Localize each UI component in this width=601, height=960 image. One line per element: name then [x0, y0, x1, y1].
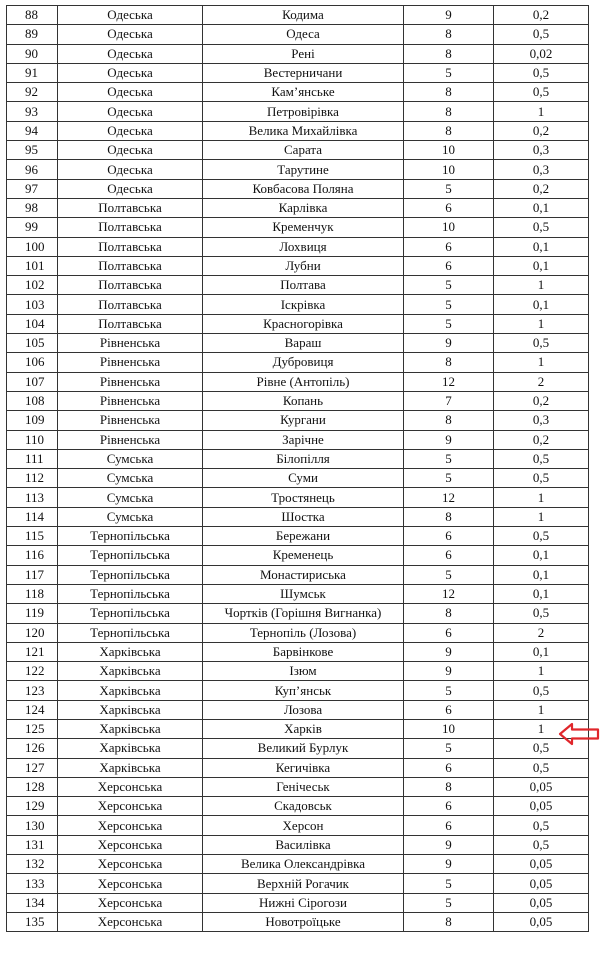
cell-count: 8: [404, 83, 494, 102]
cell-region: Тернопільська: [58, 565, 203, 584]
cell-row-number: 135: [7, 912, 58, 931]
cell-row-number: 117: [7, 565, 58, 584]
cell-count: 8: [404, 411, 494, 430]
cell-row-number: 119: [7, 604, 58, 623]
cell-region: Рівненська: [58, 430, 203, 449]
cell-region: Херсонська: [58, 874, 203, 893]
cell-row-number: 110: [7, 430, 58, 449]
cell-count: 9: [404, 662, 494, 681]
cell-region: Харківська: [58, 642, 203, 661]
cell-region: Полтавська: [58, 256, 203, 275]
table-row: [7, 604, 589, 623]
table-row: [7, 527, 589, 546]
cell-region: Полтавська: [58, 198, 203, 217]
cell-value: 1: [494, 662, 589, 681]
cell-settlement: Велика Михайлівка: [203, 121, 404, 140]
cell-count: 6: [404, 623, 494, 642]
cell-row-number: 94: [7, 121, 58, 140]
cell-settlement: Лохвиця: [203, 237, 404, 256]
cell-region: Херсонська: [58, 816, 203, 835]
table-row: [7, 816, 589, 835]
cell-count: 12: [404, 372, 494, 391]
cell-count: 5: [404, 295, 494, 314]
table-row: [7, 25, 589, 44]
table-row: [7, 334, 589, 353]
cell-row-number: 115: [7, 527, 58, 546]
cell-region: Тернопільська: [58, 546, 203, 565]
table-row: [7, 411, 589, 430]
cell-settlement: Ізюм: [203, 662, 404, 681]
cell-count: 10: [404, 218, 494, 237]
table-row: [7, 546, 589, 565]
cell-region: Рівненська: [58, 391, 203, 410]
cell-value: 0,5: [494, 604, 589, 623]
table-row: [7, 353, 589, 372]
cell-count: 9: [404, 6, 494, 25]
cell-region: Рівненська: [58, 372, 203, 391]
cell-count: 5: [404, 314, 494, 333]
cell-count: 6: [404, 816, 494, 835]
cell-region: Полтавська: [58, 295, 203, 314]
cell-settlement: Карлівка: [203, 198, 404, 217]
cell-count: 9: [404, 334, 494, 353]
table-row: [7, 797, 589, 816]
table-row: [7, 449, 589, 468]
cell-row-number: 122: [7, 662, 58, 681]
cell-region: Рівненська: [58, 353, 203, 372]
cell-value: 0,3: [494, 141, 589, 160]
cell-settlement: Монастириська: [203, 565, 404, 584]
cell-settlement: Дубровиця: [203, 353, 404, 372]
cell-region: Полтавська: [58, 314, 203, 333]
cell-count: 6: [404, 237, 494, 256]
cell-value: 0,5: [494, 469, 589, 488]
cell-value: 2: [494, 623, 589, 642]
cell-count: 5: [404, 469, 494, 488]
cell-row-number: 112: [7, 469, 58, 488]
cell-row-number: 113: [7, 488, 58, 507]
cell-settlement: Кургани: [203, 411, 404, 430]
cell-count: 8: [404, 777, 494, 796]
cell-row-number: 88: [7, 6, 58, 25]
cell-value: 0,05: [494, 874, 589, 893]
cell-count: 5: [404, 565, 494, 584]
cell-count: 8: [404, 604, 494, 623]
cell-value: 0,5: [494, 83, 589, 102]
cell-value: 0,1: [494, 256, 589, 275]
cell-row-number: 127: [7, 758, 58, 777]
cell-settlement: Тростянець: [203, 488, 404, 507]
cell-settlement: Рені: [203, 44, 404, 63]
cell-settlement: Кегичівка: [203, 758, 404, 777]
cell-value: 0,5: [494, 816, 589, 835]
cell-count: 12: [404, 488, 494, 507]
table-row: [7, 102, 589, 121]
table-row: [7, 719, 589, 738]
cell-value: 0,3: [494, 160, 589, 179]
cell-count: 6: [404, 256, 494, 275]
cell-row-number: 133: [7, 874, 58, 893]
cell-count: 9: [404, 430, 494, 449]
cell-value: 0,05: [494, 777, 589, 796]
cell-row-number: 111: [7, 449, 58, 468]
cell-settlement: Тарутине: [203, 160, 404, 179]
cell-region: Херсонська: [58, 912, 203, 931]
cell-row-number: 109: [7, 411, 58, 430]
cell-value: 0,05: [494, 912, 589, 931]
cell-value: 0,2: [494, 430, 589, 449]
cell-region: Харківська: [58, 681, 203, 700]
table-row: [7, 63, 589, 82]
cell-settlement: Кременець: [203, 546, 404, 565]
table-row: [7, 469, 589, 488]
cell-row-number: 129: [7, 797, 58, 816]
cell-row-number: 104: [7, 314, 58, 333]
cell-count: 6: [404, 198, 494, 217]
cell-row-number: 126: [7, 739, 58, 758]
cell-region: Харківська: [58, 662, 203, 681]
cell-count: 5: [404, 449, 494, 468]
cell-settlement: Харків: [203, 719, 404, 738]
cell-row-number: 107: [7, 372, 58, 391]
cell-value: 2: [494, 372, 589, 391]
cell-row-number: 106: [7, 353, 58, 372]
cell-region: Одеська: [58, 102, 203, 121]
cell-row-number: 99: [7, 218, 58, 237]
cell-count: 8: [404, 102, 494, 121]
cell-count: 8: [404, 25, 494, 44]
table-row: [7, 623, 589, 642]
table-row: [7, 565, 589, 584]
cell-count: 7: [404, 391, 494, 410]
cell-value: 0,5: [494, 334, 589, 353]
cell-row-number: 134: [7, 893, 58, 912]
cell-row-number: 114: [7, 507, 58, 526]
cell-settlement: Лозова: [203, 700, 404, 719]
cell-count: 8: [404, 44, 494, 63]
cell-row-number: 118: [7, 584, 58, 603]
cell-settlement: Верхній Рогачик: [203, 874, 404, 893]
cell-count: 5: [404, 739, 494, 758]
cell-row-number: 125: [7, 719, 58, 738]
cell-count: 5: [404, 276, 494, 295]
table-row: [7, 893, 589, 912]
table-row: [7, 758, 589, 777]
cell-value: 0,2: [494, 179, 589, 198]
cell-settlement: Скадовськ: [203, 797, 404, 816]
cell-settlement: Велика Олександрівка: [203, 855, 404, 874]
cell-value: 0,1: [494, 295, 589, 314]
cell-count: 10: [404, 141, 494, 160]
left-arrow-icon: [558, 722, 600, 746]
table-row: [7, 642, 589, 661]
cell-count: 5: [404, 874, 494, 893]
cell-row-number: 121: [7, 642, 58, 661]
cell-count: 8: [404, 507, 494, 526]
cell-region: Рівненська: [58, 411, 203, 430]
cell-settlement: Ковбасова Поляна: [203, 179, 404, 198]
cell-region: Одеська: [58, 121, 203, 140]
table-row: [7, 6, 589, 25]
cell-count: 9: [404, 642, 494, 661]
cell-value: 1: [494, 700, 589, 719]
cell-settlement: Кодима: [203, 6, 404, 25]
cell-settlement: Копань: [203, 391, 404, 410]
cell-settlement: Великий Бурлук: [203, 739, 404, 758]
cell-count: 8: [404, 912, 494, 931]
cell-row-number: 128: [7, 777, 58, 796]
cell-count: 5: [404, 681, 494, 700]
cell-value: 0,5: [494, 218, 589, 237]
cell-value: 0,2: [494, 6, 589, 25]
cell-settlement: Тернопіль (Лозова): [203, 623, 404, 642]
cell-value: 0,5: [494, 758, 589, 777]
cell-value: 0,2: [494, 121, 589, 140]
cell-row-number: 124: [7, 700, 58, 719]
cell-count: 10: [404, 719, 494, 738]
cell-value: 0,5: [494, 681, 589, 700]
cell-region: Тернопільська: [58, 623, 203, 642]
cell-row-number: 105: [7, 334, 58, 353]
cell-value: 0,5: [494, 449, 589, 468]
cell-region: Тернопільська: [58, 584, 203, 603]
table-row: [7, 488, 589, 507]
table-row: [7, 777, 589, 796]
table-row: [7, 237, 589, 256]
table-row: [7, 295, 589, 314]
table-row: [7, 584, 589, 603]
table-row: [7, 256, 589, 275]
cell-row-number: 95: [7, 141, 58, 160]
table-row: [7, 507, 589, 526]
cell-settlement: Лубни: [203, 256, 404, 275]
cell-row-number: 101: [7, 256, 58, 275]
cell-settlement: Петровірівка: [203, 102, 404, 121]
cell-row-number: 116: [7, 546, 58, 565]
table-row: [7, 835, 589, 854]
cell-region: Харківська: [58, 700, 203, 719]
cell-settlement: Генічеськ: [203, 777, 404, 796]
table-row: [7, 739, 589, 758]
cell-row-number: 93: [7, 102, 58, 121]
cell-count: 6: [404, 546, 494, 565]
table-row: [7, 874, 589, 893]
cell-region: Полтавська: [58, 237, 203, 256]
cell-region: Сумська: [58, 469, 203, 488]
cell-region: Одеська: [58, 83, 203, 102]
cell-value: 1: [494, 314, 589, 333]
cell-row-number: 102: [7, 276, 58, 295]
cell-settlement: Кам’янське: [203, 83, 404, 102]
cell-region: Тернопільська: [58, 527, 203, 546]
cell-value: 1: [494, 276, 589, 295]
cell-region: Сумська: [58, 449, 203, 468]
cell-count: 8: [404, 353, 494, 372]
cell-settlement: Нижні Сірогози: [203, 893, 404, 912]
cell-value: 0,5: [494, 63, 589, 82]
cell-settlement: Вестерничани: [203, 63, 404, 82]
cell-value: 0,1: [494, 237, 589, 256]
stations-table: [6, 5, 589, 932]
cell-count: 6: [404, 797, 494, 816]
table-row: [7, 276, 589, 295]
cell-region: Одеська: [58, 141, 203, 160]
cell-region: Херсонська: [58, 835, 203, 854]
cell-value: 0,1: [494, 198, 589, 217]
table-body: [7, 6, 589, 932]
table-row: [7, 198, 589, 217]
cell-value: 0,1: [494, 584, 589, 603]
cell-region: Одеська: [58, 179, 203, 198]
cell-count: 9: [404, 855, 494, 874]
table-row: [7, 372, 589, 391]
cell-count: 5: [404, 63, 494, 82]
table-row: [7, 912, 589, 931]
cell-row-number: 132: [7, 855, 58, 874]
cell-settlement: Шостка: [203, 507, 404, 526]
table-row: [7, 218, 589, 237]
cell-region: Рівненська: [58, 334, 203, 353]
cell-settlement: Херсон: [203, 816, 404, 835]
table-row: [7, 121, 589, 140]
cell-settlement: Вараш: [203, 334, 404, 353]
cell-count: 5: [404, 179, 494, 198]
cell-region: Одеська: [58, 44, 203, 63]
cell-settlement: Зарічне: [203, 430, 404, 449]
cell-count: 9: [404, 835, 494, 854]
cell-region: Одеська: [58, 160, 203, 179]
cell-row-number: 91: [7, 63, 58, 82]
cell-row-number: 90: [7, 44, 58, 63]
cell-row-number: 120: [7, 623, 58, 642]
cell-row-number: 131: [7, 835, 58, 854]
cell-row-number: 98: [7, 198, 58, 217]
cell-value: 0,3: [494, 411, 589, 430]
table-row: [7, 430, 589, 449]
cell-region: Херсонська: [58, 797, 203, 816]
cell-region: Харківська: [58, 739, 203, 758]
cell-region: Одеська: [58, 6, 203, 25]
table-row: [7, 83, 589, 102]
cell-region: Сумська: [58, 488, 203, 507]
cell-count: 12: [404, 584, 494, 603]
cell-row-number: 92: [7, 83, 58, 102]
cell-value: 1: [494, 488, 589, 507]
cell-value: 0,5: [494, 25, 589, 44]
cell-settlement: Білопілля: [203, 449, 404, 468]
cell-settlement: Новотроїцьке: [203, 912, 404, 931]
cell-count: 10: [404, 160, 494, 179]
cell-settlement: Сарата: [203, 141, 404, 160]
cell-region: Херсонська: [58, 777, 203, 796]
cell-region: Херсонська: [58, 893, 203, 912]
cell-settlement: Кременчук: [203, 218, 404, 237]
table-row: [7, 700, 589, 719]
cell-region: Херсонська: [58, 855, 203, 874]
cell-row-number: 103: [7, 295, 58, 314]
cell-settlement: Полтава: [203, 276, 404, 295]
cell-settlement: Бережани: [203, 527, 404, 546]
cell-settlement: Іскрівка: [203, 295, 404, 314]
cell-region: Одеська: [58, 25, 203, 44]
cell-settlement: Шумськ: [203, 584, 404, 603]
table-row: [7, 855, 589, 874]
cell-count: 8: [404, 121, 494, 140]
cell-settlement: Красногорівка: [203, 314, 404, 333]
cell-value: 0,5: [494, 835, 589, 854]
cell-row-number: 89: [7, 25, 58, 44]
table-row: [7, 179, 589, 198]
cell-row-number: 97: [7, 179, 58, 198]
table-row: [7, 681, 589, 700]
cell-region: Харківська: [58, 758, 203, 777]
cell-count: 6: [404, 758, 494, 777]
cell-settlement: Василівка: [203, 835, 404, 854]
cell-region: Харківська: [58, 719, 203, 738]
table-row: [7, 662, 589, 681]
cell-value: 0,5: [494, 527, 589, 546]
cell-settlement: Одеса: [203, 25, 404, 44]
cell-value: 1: [494, 507, 589, 526]
cell-region: Тернопільська: [58, 604, 203, 623]
cell-count: 6: [404, 527, 494, 546]
cell-value: 0,2: [494, 391, 589, 410]
cell-row-number: 130: [7, 816, 58, 835]
cell-value: 0,05: [494, 797, 589, 816]
cell-value: 0,1: [494, 642, 589, 661]
cell-count: 6: [404, 700, 494, 719]
cell-value: 0,02: [494, 44, 589, 63]
cell-region: Сумська: [58, 507, 203, 526]
cell-value: 1: [494, 353, 589, 372]
cell-row-number: 123: [7, 681, 58, 700]
cell-region: Одеська: [58, 63, 203, 82]
table-row: [7, 314, 589, 333]
cell-value: 0,5: [494, 739, 589, 758]
cell-settlement: Чортків (Горішня Вигнанка): [203, 604, 404, 623]
cell-region: Полтавська: [58, 218, 203, 237]
cell-region: Полтавська: [58, 276, 203, 295]
table-row: [7, 44, 589, 63]
cell-value: 0,1: [494, 565, 589, 584]
cell-settlement: Суми: [203, 469, 404, 488]
table-row: [7, 141, 589, 160]
cell-value: 0,1: [494, 546, 589, 565]
cell-value: 1: [494, 102, 589, 121]
cell-settlement: Рівне (Антопіль): [203, 372, 404, 391]
cell-settlement: Куп’янськ: [203, 681, 404, 700]
cell-row-number: 108: [7, 391, 58, 410]
table-row: [7, 160, 589, 179]
cell-row-number: 96: [7, 160, 58, 179]
cell-value: 0,05: [494, 855, 589, 874]
cell-count: 5: [404, 893, 494, 912]
table-row: [7, 391, 589, 410]
cell-row-number: 100: [7, 237, 58, 256]
cell-value: 1: [494, 719, 589, 738]
cell-value: 0,05: [494, 893, 589, 912]
cell-settlement: Барвінкове: [203, 642, 404, 661]
